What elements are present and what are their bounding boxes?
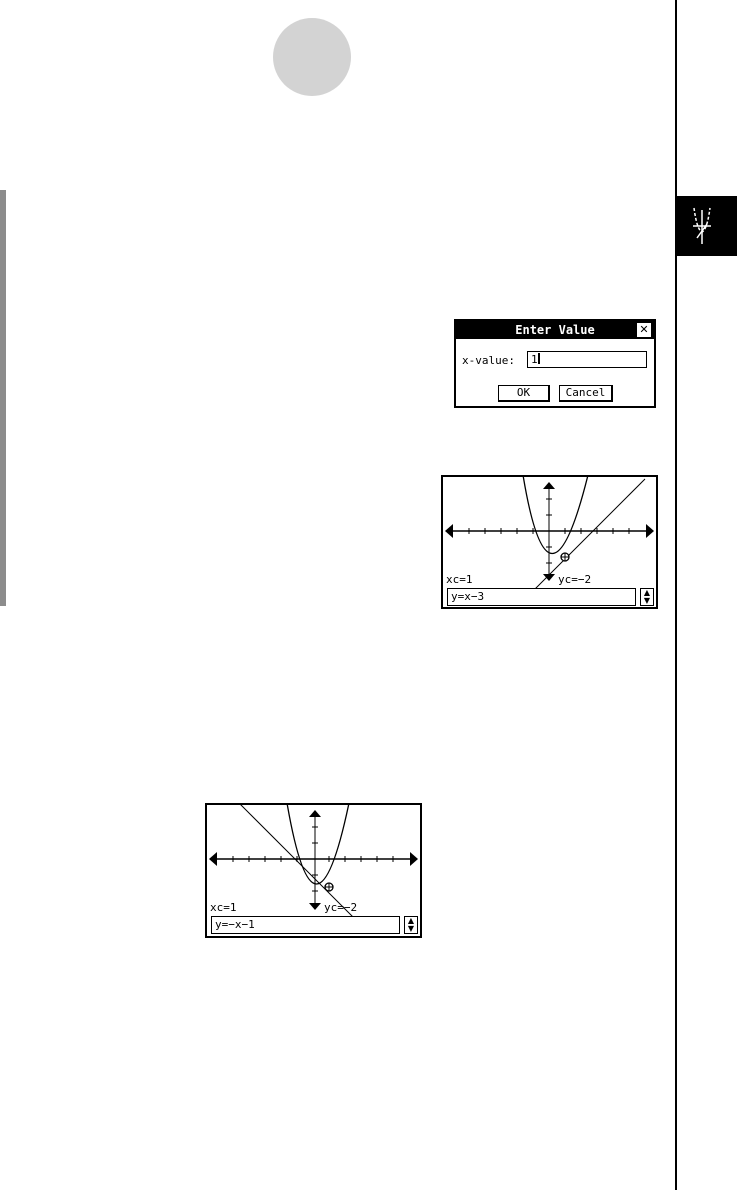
side-tab [675, 196, 737, 256]
down-arrow-icon [543, 574, 555, 581]
right-margin-rule [675, 0, 677, 1190]
graph-tab-icon [675, 196, 737, 256]
x-value-text: 1 [531, 353, 538, 366]
down-arrow-icon [309, 903, 321, 910]
cancel-button[interactable]: Cancel [559, 385, 613, 402]
right-arrow-icon [646, 524, 654, 538]
dialog-title: Enter Value [456, 321, 654, 339]
equation-field[interactable]: y=−x−1 [211, 916, 400, 934]
text-cursor [538, 353, 540, 364]
right-arrow-icon [410, 852, 418, 866]
close-icon[interactable]: ✕ [637, 323, 651, 337]
yc-readout: yc=−2 [324, 901, 358, 914]
graph-screen-2 [205, 803, 422, 938]
graph-screen-1 [441, 475, 658, 609]
ok-button[interactable]: OK [498, 385, 550, 402]
left-arrow-icon [209, 852, 217, 866]
up-arrow-icon [309, 810, 321, 817]
scroll-arrows-icon[interactable]: ▲ ▼ [404, 916, 418, 934]
x-value-input[interactable] [527, 351, 647, 368]
x-value-label: x-value: [462, 354, 515, 367]
section-marker-circle [273, 18, 351, 96]
equation-field[interactable]: y=x−3 [447, 588, 636, 606]
xc-readout: xc=1 [446, 573, 473, 586]
left-margin-bar [0, 190, 6, 606]
xc-readout: xc=1 [210, 901, 237, 914]
enter-value-dialog [454, 319, 656, 408]
up-arrow-icon [543, 482, 555, 489]
left-arrow-icon [445, 524, 453, 538]
scroll-arrows-icon[interactable]: ▲ ▼ [640, 588, 654, 606]
yc-readout: yc=−2 [558, 573, 592, 586]
